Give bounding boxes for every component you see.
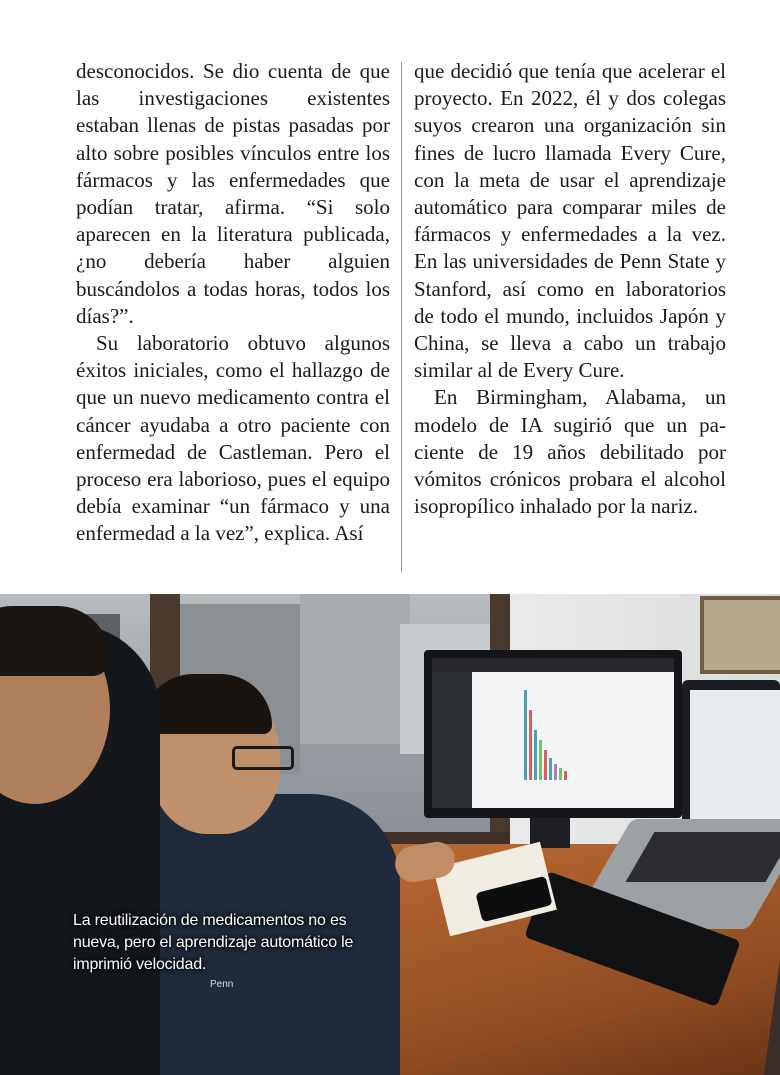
laptop-display — [690, 690, 780, 822]
screen-sidebar — [432, 672, 472, 808]
framed-picture — [700, 596, 780, 674]
screen-chart-bar — [534, 730, 537, 780]
shirt-logo: Penn — [210, 979, 234, 990]
article-column-left — [76, 58, 390, 548]
office-photo — [0, 594, 780, 1075]
screen-toolbar — [432, 658, 674, 672]
screen-chart-bar — [544, 750, 547, 780]
laptop-keyboard — [626, 832, 780, 882]
photo-caption: La reutilización de medicamentos no es nueva, pero el aprendizaje automático le imprimió velocidad. — [73, 912, 354, 973]
eyeglasses — [232, 746, 294, 770]
screen-chart-bar — [554, 764, 557, 780]
screen-chart-bar — [564, 771, 567, 780]
paragraph-continuation: desconocidos. Se dio cuenta de que las investigaciones existentes estaban llenas de pistas pasadas por alto sobre posibles vínculos entre los fármacos y las enfermedades que podían tratar, afirma. “Si solo aparecen en la literatura publicada, ¿no debería haber alguien buscándolos a todas horas, todos los días?”. — [76, 59, 390, 328]
monitor-screen — [432, 658, 674, 808]
paragraph-birmingham: En Birmingham, Alabama, un modelo de IA sugirió que un paciente de 19 años debilitado por vómitos crónicos probara el alcohol isopropílico inhalado por la nariz. — [414, 385, 726, 519]
screen-chart-bar — [524, 690, 527, 780]
laptop-screen — [682, 680, 780, 830]
screen-chart-bar — [559, 768, 562, 780]
paragraph-every-cure: que decidió que tenía que acelerar el proyecto. En 2022, él y dos colegas suyos crearon una organización sin fines de lucro llamada Every Cure, con la meta de usar el aprendizaje automático para comparar miles de fármacos y enfermedades a la vez. En las universidades de Penn State y Stanford, así como en laboratorios de todo el mundo, incluidos Japón y China, se lleva a cabo un trabajo similar al de Every Cure. — [414, 59, 726, 383]
desktop-monitor — [424, 650, 682, 818]
article-column-right — [414, 58, 726, 520]
building — [300, 594, 410, 744]
screen-chart-bar — [539, 740, 542, 780]
screen-chart-bar — [529, 710, 532, 780]
paragraph-lab-successes: Su laboratorio obtuvo algunos éxitos iniciales, como el hallazgo de que un nuevo medicamento contra el cáncer ayudaba a otro paciente con enfermedad de Castleman. Pero el proceso era laborioso, pues el equipo debía examinar “un fármaco y una enfermedad a la vez”, explica. Así — [76, 331, 390, 546]
column-divider — [401, 62, 402, 572]
screen-chart-bar — [549, 758, 552, 780]
